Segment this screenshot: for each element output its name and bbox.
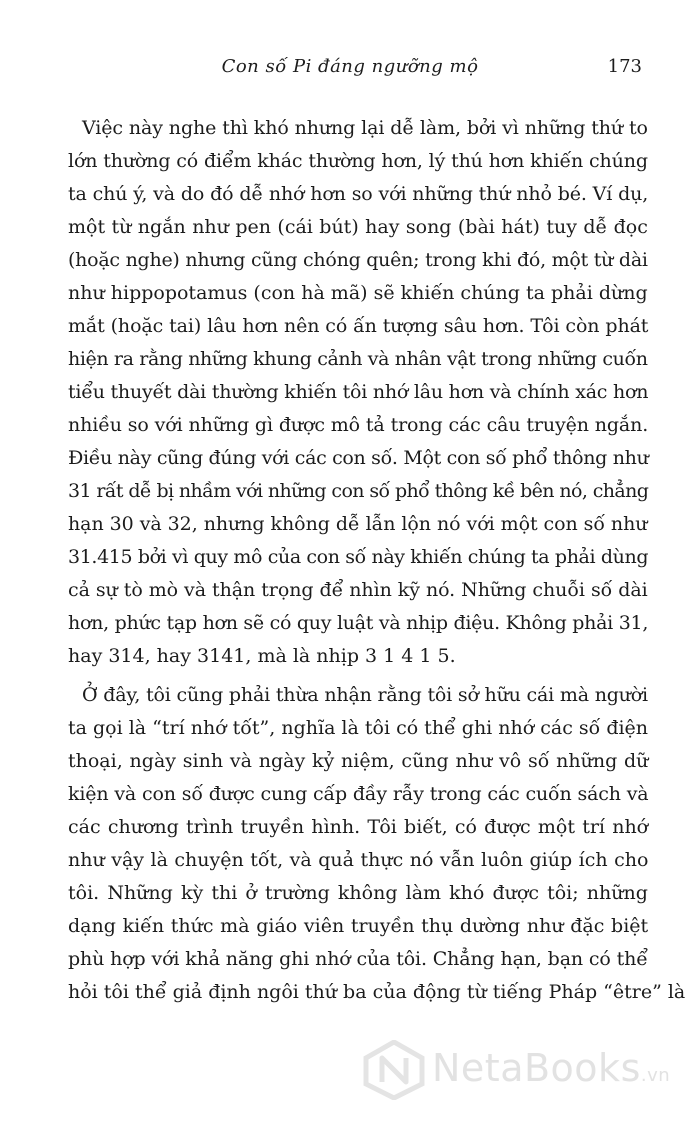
- text-line: lớn thường có điểm khác thường hơn, lý thú hơn khiến chúng: [68, 150, 648, 172]
- text-line: Ở đây, tôi cũng phải thừa nhận rằng tôi sở hữu cái mà người: [82, 684, 648, 706]
- text-line: Việc này nghe thì khó nhưng lại dễ làm, bởi vì những thứ to: [82, 117, 648, 139]
- watermark-brand: NetaBooks: [432, 1046, 641, 1090]
- text-line: hạn 30 và 32, nhưng không dễ lẫn lộn nó với một con số như: [68, 513, 648, 535]
- text-line: (hoặc nghe) nhưng cũng chóng quên; trong khi đó, một từ dài: [68, 249, 648, 271]
- text-line: Điều này cũng đúng với các con số. Một con số phổ thông như: [68, 447, 649, 469]
- text-line: phù hợp với khả năng ghi nhớ của tôi. Chẳng hạn, bạn có thể: [68, 948, 648, 970]
- text-line: mắt (hoặc tai) lâu hơn nên có ấn tượng sâu hơn. Tôi còn phát: [68, 315, 649, 337]
- text-line: ta gọi là “trí nhớ tốt”, nghĩa là tôi có thể ghi nhớ các số điện: [68, 717, 649, 739]
- text-line: tiểu thuyết dài thường khiến tôi nhớ lâu hơn và chính xác hơn: [68, 381, 649, 403]
- text-line: như vậy là chuyện tốt, và quả thực nó vẫn luôn giúp ích cho: [68, 849, 649, 871]
- page-header: [0, 50, 700, 90]
- text-line: các chương trình truyền hình. Tôi biết, có được một trí nhớ: [68, 816, 649, 838]
- text-line: như hippopotamus (con hà mã) sẽ khiến chúng ta phải dừng: [68, 282, 648, 304]
- paragraph-1: [68, 112, 648, 673]
- text-line: hiện ra rằng những khung cảnh và nhân vật trong những cuốn: [68, 348, 648, 370]
- text-line: nhiều so với những gì được mô tả trong các câu truyện ngắn.: [68, 414, 649, 436]
- text-line: kiện và con số được cung cấp đầy rẫy trong các cuốn sách và: [68, 783, 649, 805]
- text-line: dạng kiến thức mà giáo viên truyền thụ dường như đặc biệt: [68, 915, 649, 937]
- text-line: thoại, ngày sinh và ngày kỷ niệm, cũng như vô số những dữ: [68, 750, 649, 772]
- text-line: ta chú ý, và do đó dễ nhớ hơn so với những thứ nhỏ bé. Ví dụ,: [68, 183, 649, 205]
- text-line: một từ ngắn như pen (cái bút) hay song (bài hát) tuy dễ đọc: [68, 216, 648, 238]
- text-line: hỏi tôi thể giả định ngôi thứ ba của động từ tiếng Pháp “être” là: [68, 981, 686, 1003]
- n-logo-icon: [362, 1040, 426, 1100]
- text-line: cả sự tò mò và thận trọng để nhìn kỹ nó. Những chuỗi số dài: [68, 579, 648, 601]
- watermark: [362, 1040, 672, 1100]
- text-line: 31.415 bởi vì quy mô của con số này khiến chúng ta phải dùng: [68, 546, 649, 568]
- body-text: [68, 112, 686, 1009]
- watermark-suffix: .vn: [640, 1065, 671, 1086]
- page-number: 173: [607, 56, 642, 77]
- watermark-text: [432, 1046, 670, 1090]
- text-line: hay 314, hay 3141, mà là nhịp 3 1 4 1 5.: [68, 645, 456, 667]
- text-line: hơn, phức tạp hơn sẽ có quy luật và nhịp điệu. Không phải 31,: [68, 612, 649, 634]
- text-line: 31 rất dễ bị nhầm với những con số phổ thông kề bên nó, chẳng: [68, 480, 649, 502]
- text-line: tôi. Những kỳ thi ở trường không làm khó được tôi; những: [68, 882, 648, 904]
- running-title: Con số Pi đáng ngưỡng mộ: [221, 56, 479, 77]
- paragraph-2: [68, 679, 686, 1009]
